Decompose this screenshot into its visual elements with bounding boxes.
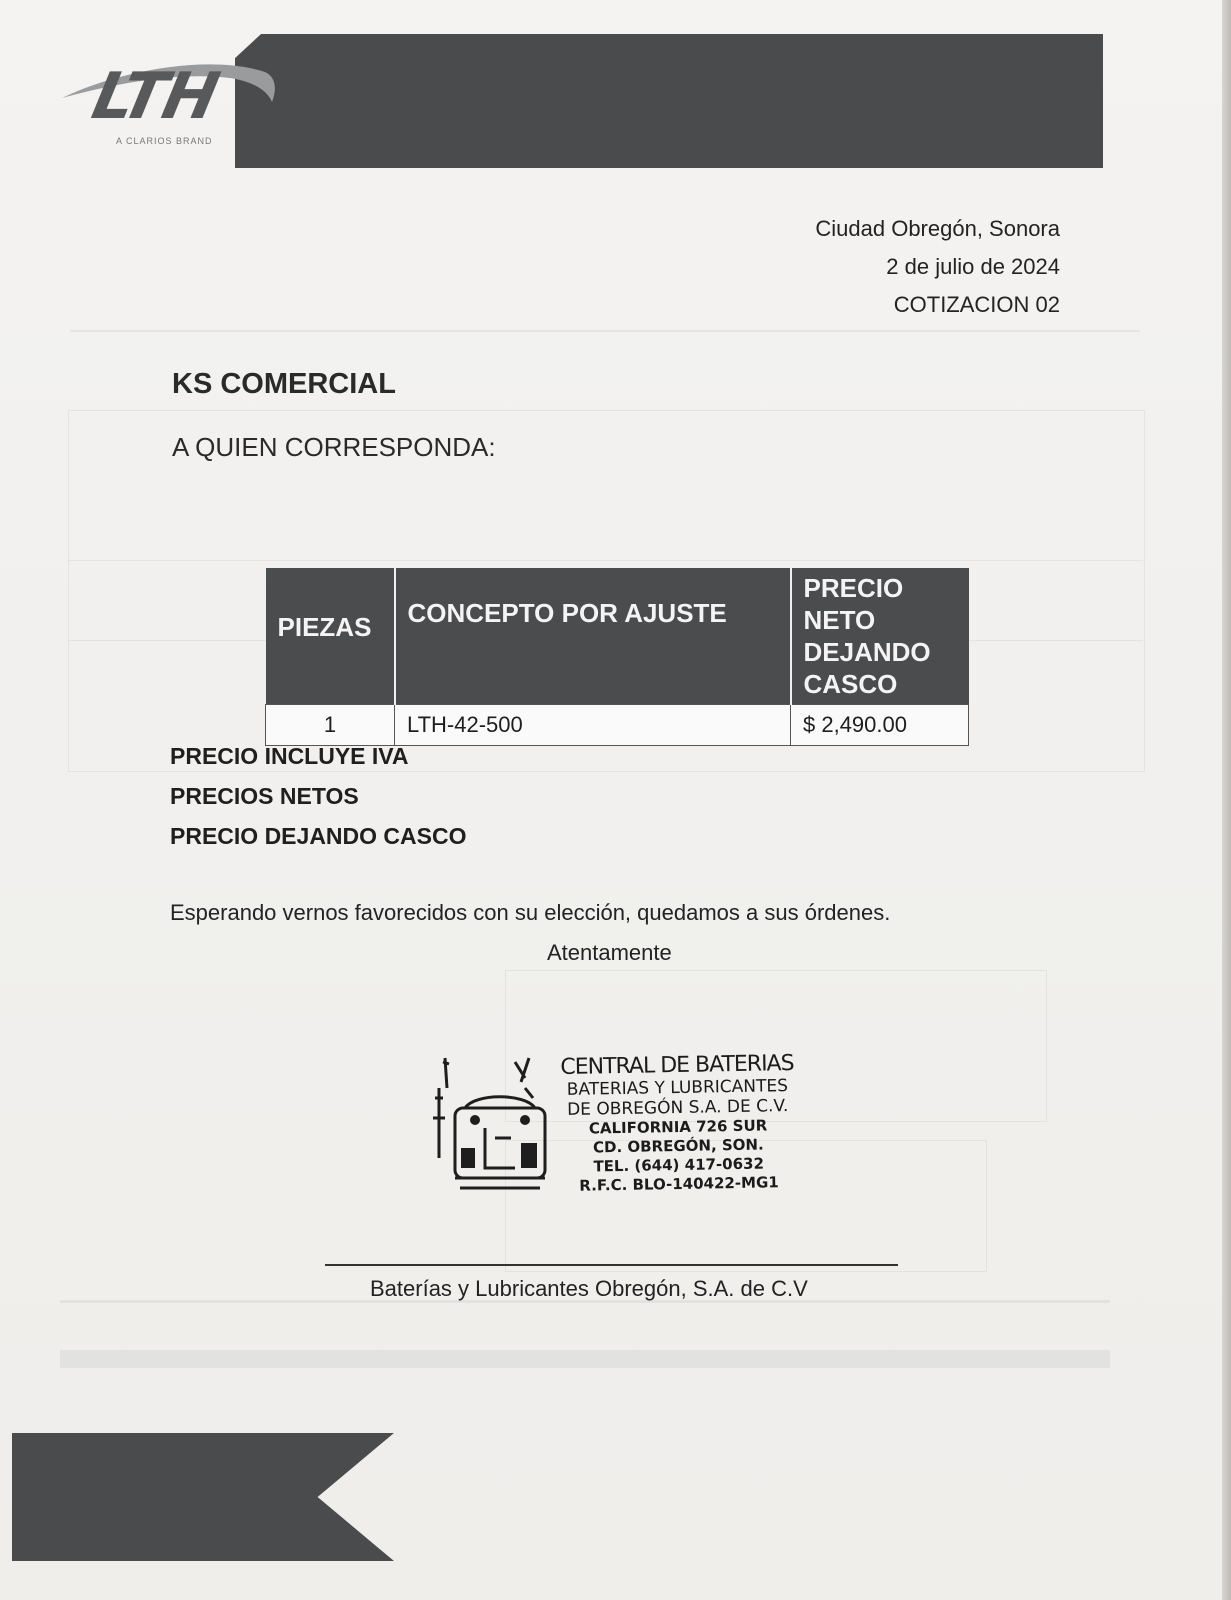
closing-text: Esperando vernos favorecidos con su elección, quedamos a sus órdenes.	[170, 900, 891, 925]
battery-stamp-icon	[425, 1048, 555, 1198]
header-price-line: NETO	[803, 605, 876, 635]
cell-price: $ 2,490.00	[791, 705, 969, 746]
logo-tagline: A CLARIOS BRAND	[116, 136, 213, 146]
signature-company: Baterías y Lubricantes Obregón, S.A. de C.V	[370, 1276, 808, 1301]
company-stamp	[425, 1048, 815, 1198]
header-concept: CONCEPTO POR AJUSTE	[395, 568, 791, 705]
cell-pieces: 1	[266, 705, 395, 746]
header-price-line: CASCO	[803, 669, 898, 699]
header-pieces: PIEZAS	[266, 568, 395, 705]
regards-text: Atentamente	[547, 940, 672, 965]
quote-table	[265, 568, 969, 746]
stamp-line: CALIFORNIA 726 SUR	[588, 1116, 768, 1138]
table-header-row	[266, 568, 969, 705]
note-item: PRECIOS NETOS	[170, 783, 359, 809]
stamp-line: CD. OBREGÓN, SON.	[592, 1135, 764, 1157]
quote-number: COTIZACION 02	[893, 292, 1060, 317]
bleed-line	[68, 560, 1143, 561]
bleed-band	[60, 1350, 1110, 1368]
logo-wordmark: LTH	[86, 60, 224, 134]
city-line: Ciudad Obregón, Sonora	[815, 216, 1060, 241]
header-band	[235, 34, 1103, 168]
header-price-line: PRECIO	[803, 573, 904, 603]
date-line: 2 de julio de 2024	[886, 254, 1060, 279]
salutation: A QUIEN CORRESPONDA:	[172, 432, 496, 462]
document-header	[815, 210, 1060, 324]
cell-concept: LTH-42-500	[395, 705, 791, 746]
footer-band	[12, 1433, 394, 1561]
price-notes	[170, 736, 466, 856]
header-price-line: DEJANDO	[803, 637, 931, 667]
header-price	[791, 568, 969, 705]
bleed-line	[70, 330, 1140, 332]
note-item: PRECIO INCLUYE IVA	[170, 743, 409, 769]
stamp-line: DE OBREGÓN S.A. DE C.V.	[566, 1096, 789, 1120]
note-item: PRECIO DEJANDO CASCO	[170, 823, 467, 849]
stamp-line: TEL. (644) 417-0632	[593, 1154, 765, 1176]
stamp-line: R.F.C. BLO-140422-MG1	[579, 1173, 779, 1195]
page-edge	[1222, 0, 1231, 1600]
signature-line	[325, 1264, 898, 1266]
stamp-text	[542, 1052, 814, 1197]
lth-logo	[60, 52, 282, 152]
recipient-name: KS COMERCIAL	[172, 368, 396, 400]
stamp-line: BATERIAS Y LUBRICANTES	[566, 1076, 789, 1100]
stamp-line: CENTRAL DE BATERIAS	[560, 1050, 794, 1081]
